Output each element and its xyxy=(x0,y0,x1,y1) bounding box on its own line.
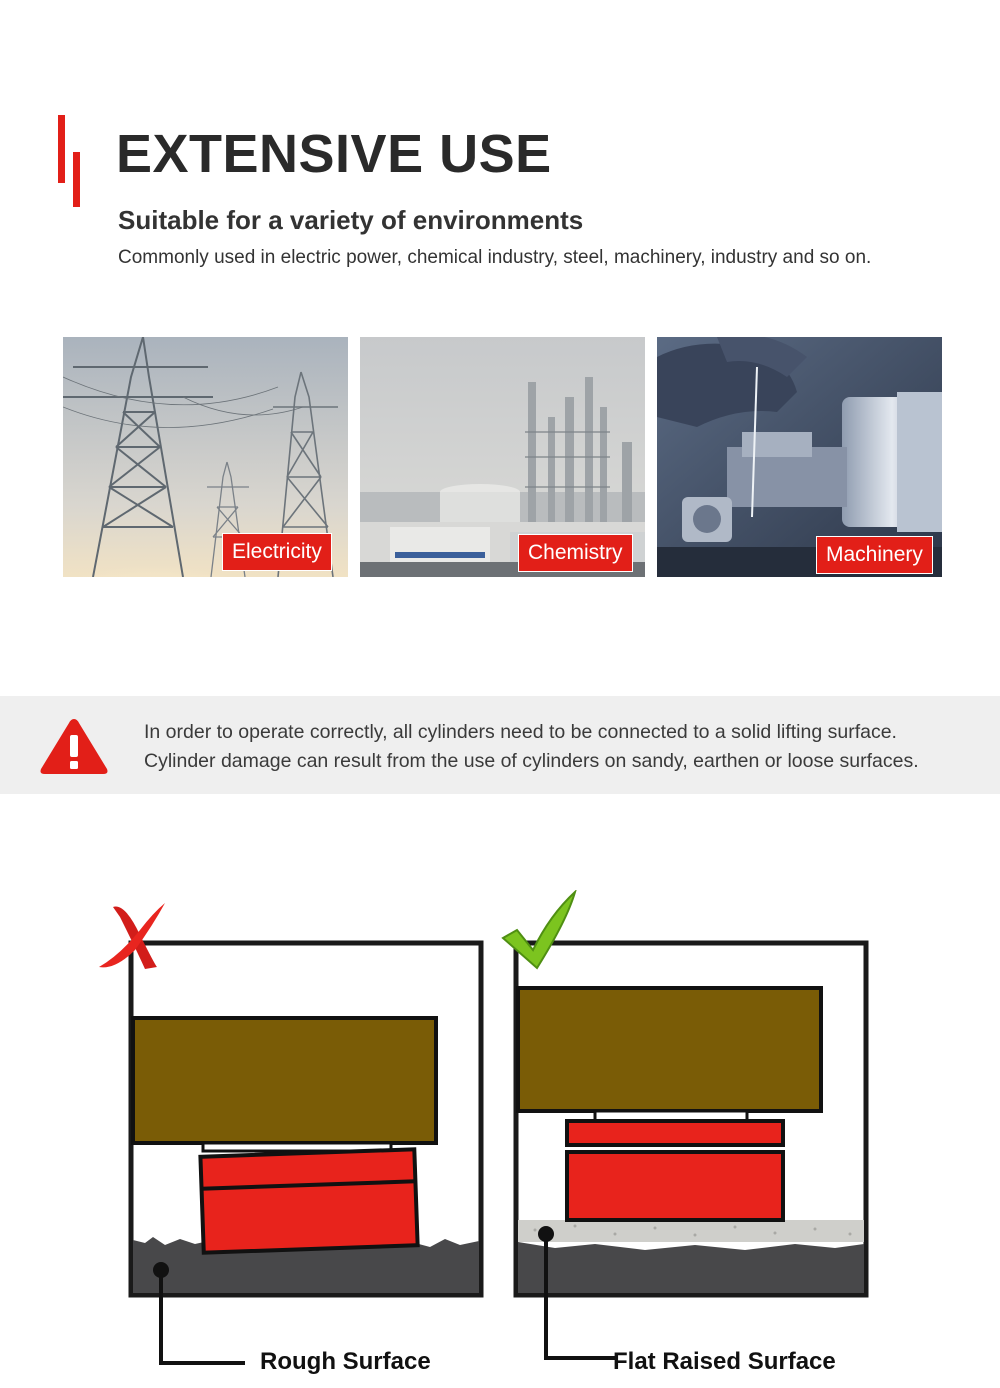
application-tag-machinery: Machinery xyxy=(816,536,933,574)
load-block xyxy=(518,988,821,1111)
warning-line-2: Cylinder damage can result from the use of cylinders on sandy, earthen or loose surfaces. xyxy=(144,750,919,772)
chemistry-photo xyxy=(360,337,645,577)
load-block xyxy=(133,1018,436,1143)
warning-triangle-icon xyxy=(38,715,110,777)
warning-banner xyxy=(0,696,1000,794)
rough-surface-diagram xyxy=(95,895,495,1375)
accent-bar-short xyxy=(73,152,80,207)
machinery-photo xyxy=(657,337,942,577)
ground xyxy=(518,1242,864,1293)
accent-bar-tall xyxy=(58,115,65,183)
flat-raised-slab xyxy=(518,1220,864,1242)
tilted-cylinder xyxy=(200,1149,417,1252)
flat-surface-diagram xyxy=(495,890,875,1375)
rough-surface-caption: Rough Surface xyxy=(260,1348,431,1375)
page-description: Commonly used in electric power, chemical industry, steel, machinery, industry and so on. xyxy=(118,247,872,268)
application-tag-electricity: Electricity xyxy=(222,533,332,571)
electricity-photo xyxy=(63,337,348,577)
application-tag-chemistry: Chemistry xyxy=(518,534,633,572)
page-title: EXTENSIVE USE xyxy=(116,124,552,184)
page-subtitle: Suitable for a variety of environments xyxy=(118,205,584,235)
warning-line-1: In order to operate correctly, all cylinders need to be connected to a solid lifting surface. xyxy=(144,721,897,743)
warning-text xyxy=(144,718,919,776)
flat-surface-caption: Flat Raised Surface xyxy=(613,1348,836,1375)
upright-cylinder xyxy=(567,1121,783,1220)
